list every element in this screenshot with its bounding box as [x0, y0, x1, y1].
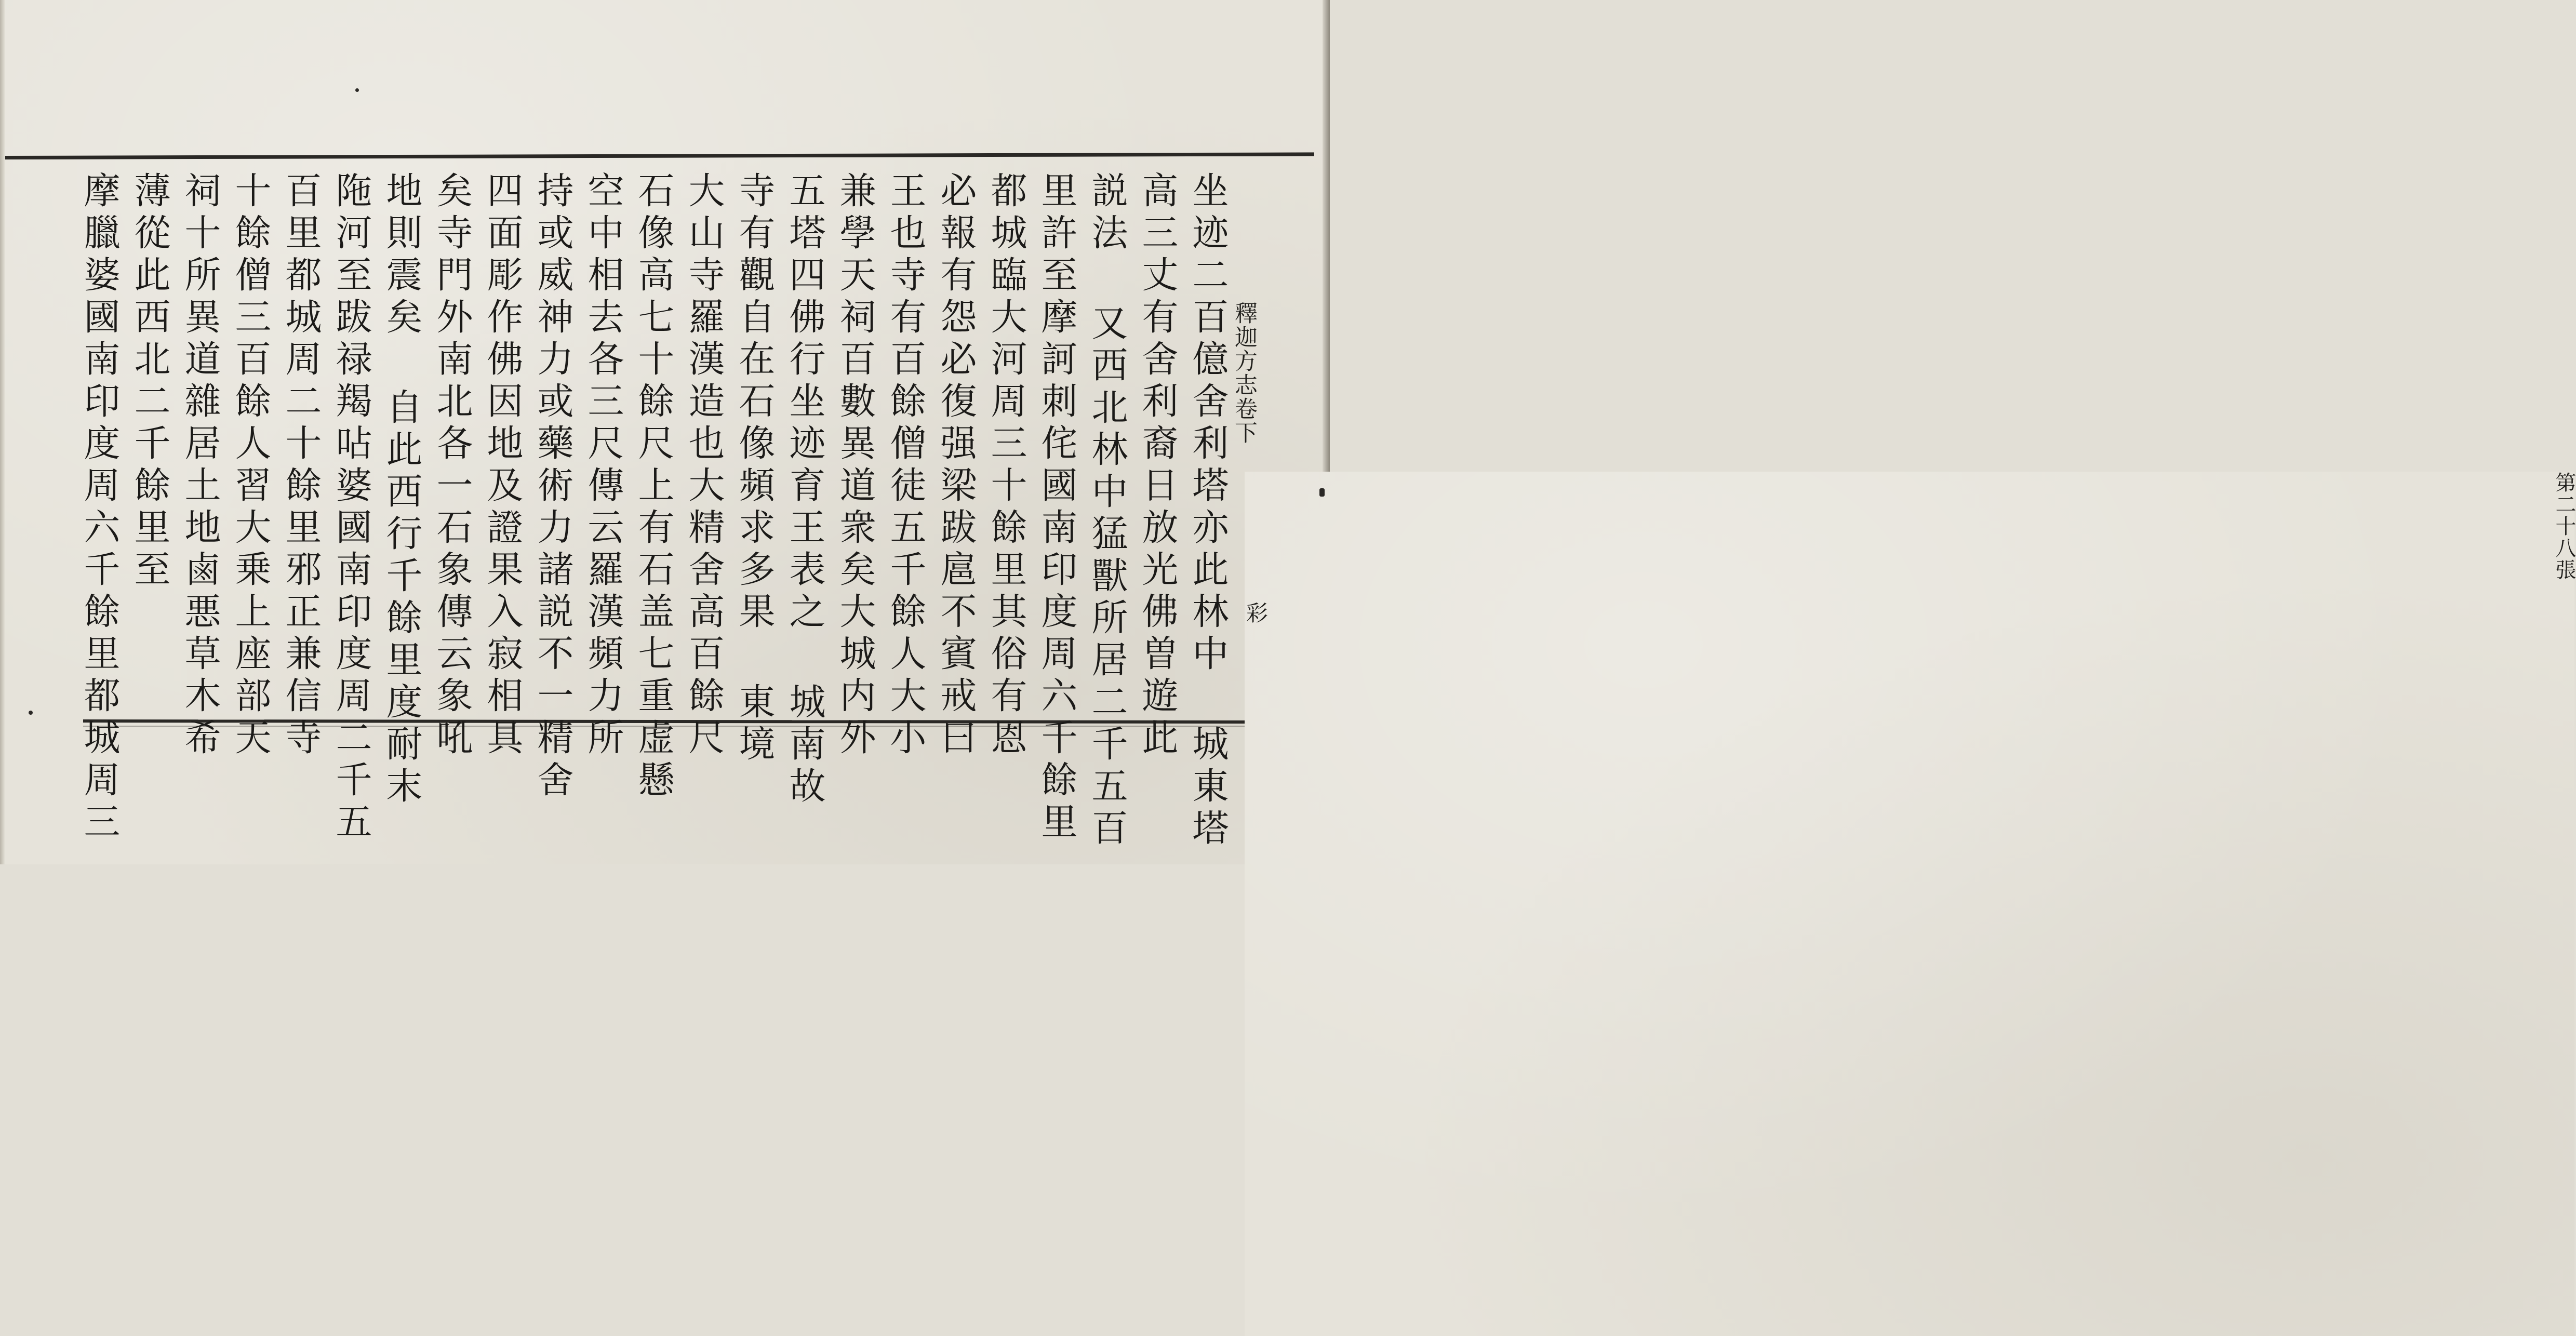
text-column: 都城臨大河周三十餘里其俗有恩	[985, 171, 1027, 760]
text-column: 寺有觀自在石像頻求多果 東境	[733, 171, 776, 767]
text-column: 摩臘婆國南印度周六千餘里都城周三	[78, 171, 121, 845]
text-column: 四面彫作佛因地及證果入寂相具	[481, 171, 524, 760]
text-column: 空中相去各三尺傳云羅漢頻力所	[582, 171, 624, 760]
book-title: 釋迦方志卷下	[1231, 301, 1257, 445]
ink-speck	[29, 711, 33, 715]
text-column: 祠十所異道雜居土地鹵悪草木希	[179, 171, 221, 760]
text-column: 里許至摩訶刺侘國南印度周六千餘里	[1035, 171, 1078, 845]
page-left-edge	[0, 0, 5, 864]
text-column: 五塔四佛行坐迹育王表之 城南故	[783, 171, 826, 809]
text-column: 高三丈有舍利裔日放光佛曽遊此	[1136, 171, 1179, 760]
text-column: 坐迹二百億舍利塔亦此林中 城東塔	[1186, 171, 1229, 851]
ink-speck	[355, 88, 359, 92]
text-column: 必報有怨必復强梁跋扈不賓戒曰	[935, 171, 977, 760]
text-column: 地則震矣 自此西行千餘里度耐末	[380, 171, 423, 809]
text-column: 百里都城周二十餘里邪正兼信寺	[279, 171, 322, 760]
text-column: 薄從此西北二千餘里至	[128, 171, 171, 592]
fascicle-mark: 彩	[1243, 602, 1269, 623]
page-number: 第二十八張	[1245, 472, 2574, 1336]
text-column: 持或威神力或藥術力諸説不一精舍	[531, 171, 574, 803]
text-column: 矣寺門外南北各一石象傳云象吼	[431, 171, 473, 760]
text-column: 大山寺羅漢造也大精舍高百餘尺	[683, 171, 725, 760]
text-column: 石像高七十餘尺上有石盖七重虚懸	[632, 171, 675, 803]
text-column: 説法 又西北林中猛獸所居二千五百	[1086, 171, 1128, 851]
ink-speck	[1319, 488, 1325, 497]
text-column: 兼學天祠百數異道衆矣大城内外	[834, 171, 876, 760]
text-column: 王也寺有百餘僧徒五千餘人大小	[884, 171, 927, 760]
text-column: 陁河至跋禄羯呫婆國南印度周二千五	[330, 171, 372, 845]
top-border-line	[5, 152, 1314, 159]
text-column: 十餘僧三百餘人習大乗上座部天	[229, 171, 272, 760]
